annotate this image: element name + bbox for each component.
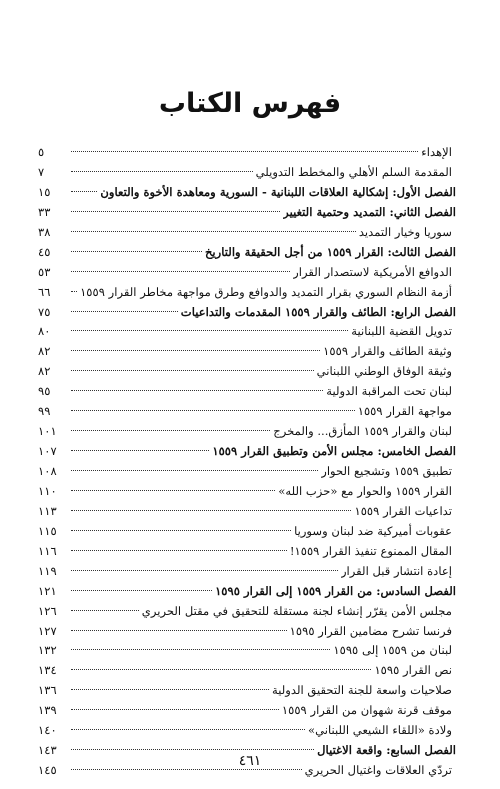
toc-entry (38, 602, 456, 622)
toc-entry-title: وثيقة الوفاق الوطني اللبناني (316, 364, 452, 379)
dot-leader (71, 271, 290, 272)
toc-entry-page: ١٤٣ (38, 743, 57, 758)
toc-chapter-entry (38, 582, 456, 602)
dot-leader (71, 590, 212, 591)
dot-leader (71, 171, 253, 172)
dot-leader (71, 749, 314, 750)
toc-entry (38, 283, 456, 303)
toc-entry (38, 143, 456, 163)
toc-entry-title: أزمة النظام السوري بقرار التمديد والدوافع وطرق مواجهة مخاطر القرار ١٥٥٩ (80, 284, 452, 299)
toc-entry-title: فرنسا تشرح مضامين القرار ١٥٩٥ (289, 623, 452, 638)
toc-entry-page: ٩٥ (38, 384, 51, 399)
toc-entry (38, 462, 456, 482)
toc-entry (38, 223, 456, 243)
toc-entry-title: الفصل الثاني: التمديد وحتمية التغيير (283, 204, 456, 219)
dot-leader (71, 490, 275, 491)
toc-entry-page: ٦٦ (38, 284, 51, 299)
toc-entry (38, 502, 456, 522)
toc-entry-page: ١٠١ (38, 424, 57, 439)
dot-leader (71, 689, 269, 690)
toc-entry (38, 542, 456, 562)
toc-entry-page: ١٣٩ (38, 703, 57, 718)
toc-entry-page: ١٣٤ (38, 663, 57, 678)
dot-leader (71, 669, 371, 670)
dot-leader (71, 769, 302, 770)
toc-entry-title: الفصل السابع: واقعة الاغتيال (317, 743, 456, 758)
toc-entry (38, 263, 456, 283)
toc-entry-title: الدوافع الأمريكية لاستصدار القرار (293, 264, 452, 279)
toc-entry-page: ٤٥ (38, 244, 51, 259)
toc-entry (38, 721, 456, 741)
toc-entry-title: تردّي العلاقات واغتيال الحريري (304, 763, 452, 778)
page-number: ٤٦١ (238, 753, 262, 769)
toc-entry (38, 562, 456, 582)
toc-entry-page: ٨٢ (38, 344, 51, 359)
dot-leader (71, 291, 77, 292)
toc-entry-page: ١٥ (38, 184, 51, 199)
toc-entry (38, 322, 456, 342)
toc-entry-page: ٨٢ (38, 364, 51, 379)
toc-entry-title: الإهداء (421, 145, 452, 159)
dot-leader (71, 430, 270, 431)
toc-entry-title: الفصل الثالث: القرار ١٥٥٩ من أجل الحقيقة والتاريخ (204, 244, 456, 259)
toc-entry (38, 641, 456, 661)
dot-leader (71, 570, 338, 571)
dot-leader (71, 649, 330, 650)
toc-entry (38, 163, 456, 183)
toc-entry-page: ٥ (38, 145, 45, 159)
toc-entry-title: إعادة انتشار قبل القرار (340, 563, 452, 578)
toc-entry-title: المقدمة السلم الأهلي والمخطط التدويلي (255, 164, 452, 179)
dot-leader (71, 510, 351, 511)
toc-entry (38, 482, 456, 502)
toc-entry-page: ٨٠ (38, 324, 51, 339)
dot-leader (71, 231, 356, 232)
toc-entry (38, 402, 456, 422)
dot-leader (71, 550, 287, 551)
toc-entry-page: ١٢١ (38, 583, 57, 598)
toc-entry-title: عقوبات أميركية ضد لبنان وسوريا (294, 523, 452, 538)
dot-leader (71, 610, 139, 611)
toc-entry-title: المقال الممنوع تنفيذ القرار ١٥٥٩! (289, 543, 452, 558)
toc-entry (38, 362, 456, 382)
toc-chapter-entry (38, 442, 456, 462)
toc-entry-page: ١٤٠ (38, 723, 57, 738)
toc-entry-title: الفصل الرابع: الطائف والقرار ١٥٥٩ المقدمات والتداعيات (180, 304, 456, 319)
toc-entry-title: تطبيق ١٥٥٩ وتشجيع الحوار (321, 464, 452, 478)
dot-leader (71, 151, 418, 152)
toc-entry-title: سوريا وخيار التمديد (358, 224, 452, 239)
dot-leader (71, 729, 305, 730)
toc-chapter-entry (38, 303, 456, 323)
toc-entry-page: ٣٣ (38, 204, 51, 219)
toc-entry-page: ٧٥ (38, 304, 51, 319)
table-of-contents (38, 143, 456, 781)
toc-entry-page: ٩٩ (38, 404, 51, 419)
toc-entry-title: ولادة «اللقاء الشيعي اللبناني» (308, 723, 452, 738)
dot-leader (71, 530, 291, 531)
toc-entry-title: نص القرار ١٥٩٥ (374, 663, 452, 678)
toc-entry-page: ١٣٢ (38, 643, 57, 658)
toc-entry-page: ١١٥ (38, 523, 57, 538)
dot-leader (71, 390, 323, 391)
toc-entry (38, 622, 456, 642)
toc-entry-page: ١٢٧ (38, 623, 57, 638)
dot-leader (71, 330, 348, 331)
dot-leader (71, 410, 355, 411)
toc-entry-page: ١٢٦ (38, 603, 57, 618)
toc-entry-page: ١١٩ (38, 563, 57, 578)
dot-leader (71, 350, 320, 351)
toc-entry (38, 661, 456, 681)
toc-entry-page: ١١٦ (38, 543, 57, 558)
dot-leader (71, 709, 279, 710)
toc-entry-title: وثيقة الطائف والقرار ١٥٥٩ (323, 344, 452, 359)
dot-leader (71, 450, 209, 451)
toc-entry-page: ١١٣ (38, 503, 57, 518)
dot-leader (71, 630, 287, 631)
toc-entry-title: مواجهة القرار ١٥٥٩ (357, 404, 452, 419)
dot-leader (71, 191, 97, 192)
toc-entry-title: الفصل الخامس: مجلس الأمن وتطبيق القرار ١٥٥٩ (212, 444, 456, 459)
dot-leader (71, 211, 280, 212)
toc-entry-page: ٧ (38, 164, 45, 179)
toc-entry (38, 342, 456, 362)
toc-entry (38, 422, 456, 442)
toc-entry (38, 681, 456, 701)
toc-entry-page: ١٠٧ (38, 444, 57, 459)
toc-entry-page: ١٤٥ (38, 763, 57, 778)
toc-chapter-entry (38, 203, 456, 223)
toc-entry-page: ١١٠ (38, 483, 57, 498)
toc-entry (38, 701, 456, 721)
toc-entry-title: مجلس الأمن يقرّر إنشاء لجنة مستقلة للتحقيق في مقتل الحريري (141, 603, 452, 618)
toc-entry-page: ٣٨ (38, 224, 51, 239)
toc-chapter-entry (38, 183, 456, 203)
toc-entry-page: ٥٣ (38, 264, 51, 279)
toc-entry-title: موقف قرنة شهوان من القرار ١٥٥٩ (281, 703, 452, 718)
toc-entry-title: لبنان والقرار ١٥٥٩ المأزق... والمخرج (273, 424, 452, 439)
toc-entry-title: القرار ١٥٥٩ والحوار مع «حزب الله» (278, 483, 452, 498)
toc-entry (38, 382, 456, 402)
toc-chapter-entry (38, 243, 456, 263)
dot-leader (71, 251, 202, 252)
toc-entry-title: الفصل السادس: من القرار ١٥٥٩ إلى القرار ١٥٩٥ (215, 583, 456, 598)
toc-entry-page: ١٣٦ (38, 683, 57, 698)
page-title: فهرس الكتاب (158, 88, 342, 119)
toc-entry-title: تداعيات القرار ١٥٥٩ (354, 503, 452, 518)
toc-entry-title: تدويل القضية اللبنانية (351, 324, 452, 339)
toc-entry-title: صلاحيات واسعة للجنة التحقيق الدولية (272, 683, 452, 698)
toc-entry-title: لبنان من ١٥٥٩ إلى ١٥٩٥ (333, 643, 452, 658)
dot-leader (71, 370, 314, 371)
toc-entry-title: لبنان تحت المراقبة الدولية (326, 384, 452, 399)
toc-entry-page: ١٠٨ (38, 464, 57, 478)
dot-leader (71, 470, 318, 471)
toc-entry-title: الفصل الأول: إشكالية العلاقات اللبنانية - السورية ومعاهدة الأخوة والتعاون (100, 184, 456, 199)
toc-entry (38, 522, 456, 542)
dot-leader (71, 311, 178, 312)
